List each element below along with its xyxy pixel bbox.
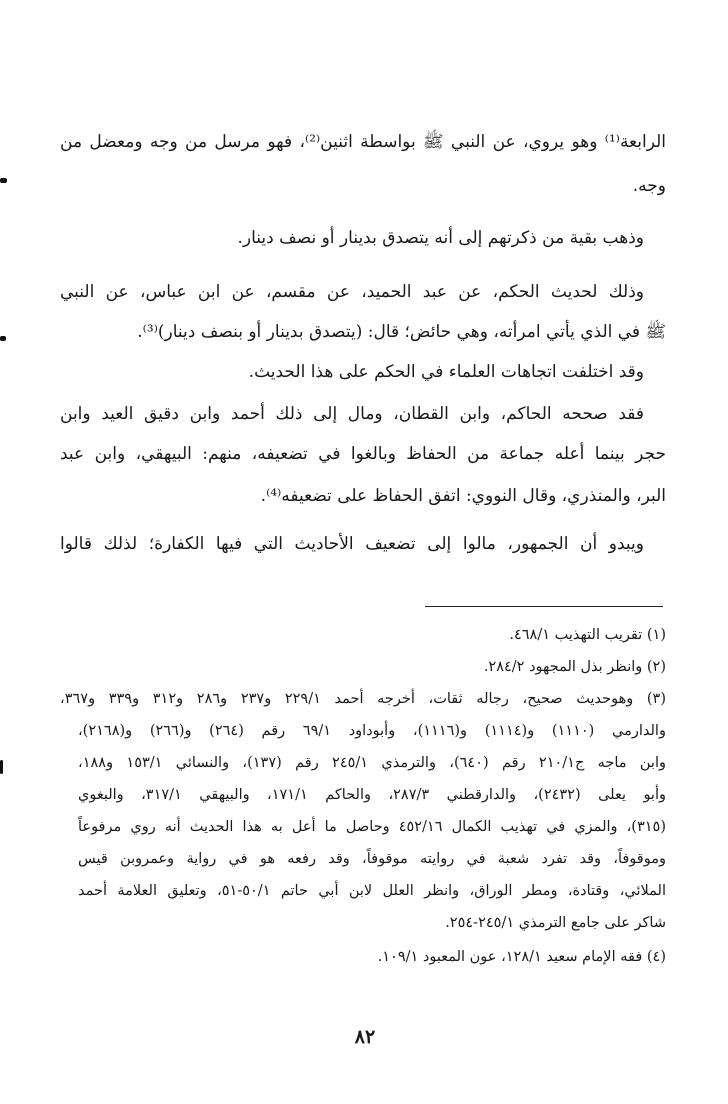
page-number: ٨٢ — [354, 1026, 376, 1048]
footnote-line: وابن ماجه ج٢١٠/١ رقم (٦٤٠)، والترمذي ٢٤٥/١ رقم (١٣٧)، والنسائي ١٥٣/١ و١٨٨، — [78, 755, 666, 771]
paragraph-line: حجر بينما أعله جماعة من الحفاظ وبالغوا في تضعيفه، منهم: البيهقي، وابن عبد — [60, 444, 666, 464]
paragraph-line: وذهب بقية من ذكرتهم إلى أنه يتصدق بدينار أو نصف دينار. — [237, 228, 644, 248]
footnote-separator — [425, 606, 663, 607]
footnote-line: وأبو يعلى (٢٤٣٢)، والدارقطني ٢٨٧/٣، والحاكم ١٧١/١، والبيهقي ٣١٧/١، والبغوي — [78, 787, 666, 803]
footnote-line: (٣) وهوحديث صحيح، رجاله ثقات، أخرجه أحمد ٢٢٩/١ و٢٣٧ و٢٨٦ و٣١٢ و٣٣٩ و٣٦٧، — [60, 691, 666, 707]
paragraph-line: وذلك لحديث الحكم، عن عبد الحميد، عن مقسم، عن ابن عباس، عن النبي — [60, 282, 644, 302]
footnote-line: (٤) فقه الإمام سعيد ١٢٨/١، عون المعبود ١٠٩/١. — [377, 949, 666, 965]
paragraph-line: وقد اختلفت اتجاهات العلماء في الحكم على هذا الحديث. — [248, 362, 644, 382]
footnote-line: الملائي، وقتادة، ومطر الوراق، وانظر العلل لابن أبي حاتم ٥٠/١-٥١، وتعليق العلامة أحمد — [78, 883, 666, 899]
scan-edge-mark — [0, 178, 7, 183]
scan-edge-mark — [0, 336, 6, 341]
footnote-line: وموقوفاً، وقد تفرد شعبة في روايته موقوفاً، وقد رفعه هو في رواية وعمروبن قيس — [78, 851, 666, 867]
paragraph-line: فقد صححه الحاكم، وابن القطان، ومال إلى ذلك أحمد وابن دقيق العيد وابن — [60, 404, 644, 424]
paragraph-line: البر، والمنذري، وقال النووي: اتفق الحفاظ على تضعيفه⁽⁴⁾. — [260, 486, 666, 506]
footnote-line: شاكر على جامع الترمذي ٢٤٥/١-٢٥٤. — [445, 915, 666, 931]
scan-edge-mark — [0, 760, 3, 774]
footnote-line: (٣١٥)، والمزي في تهذيب الكمال ٤٥٢/١٦ وحاصل ما أعل به هذا الحديث أنه روي مرفوعاً — [78, 819, 666, 835]
paragraph-line: وجه. — [632, 176, 666, 196]
paragraph-line: ﷺ في الذي يأتي امرأته، وهي حائض؛ قال: (يتصدق بدينار أو بنصف دينار)⁽³⁾. — [137, 322, 666, 342]
footnote-line: (٢) وانظر بذل المجهود ٢٨٤/٢. — [483, 659, 666, 675]
paragraph-line: الرابعة⁽¹⁾ وهو يروي، عن النبي ﷺ بواسطة اثنين⁽²⁾، فهو مرسل من وجه ومعضل من — [60, 132, 666, 152]
footnote-line: (١) تقريب التهذيب ٤٦٨/١. — [509, 627, 666, 643]
footnote-line: والدارمي (١١١٠) و(١١١٤) و(١١١٦)، وأبوداود ٦٩/١ رقم (٢٦٤) و(٢٦٦) و(٢١٦٨)، — [78, 723, 666, 739]
paragraph-line: ويبدو أن الجمهور، مالوا إلى تضعيف الأحاديث التي فيها الكفارة؛ لذلك قالوا — [60, 534, 644, 554]
